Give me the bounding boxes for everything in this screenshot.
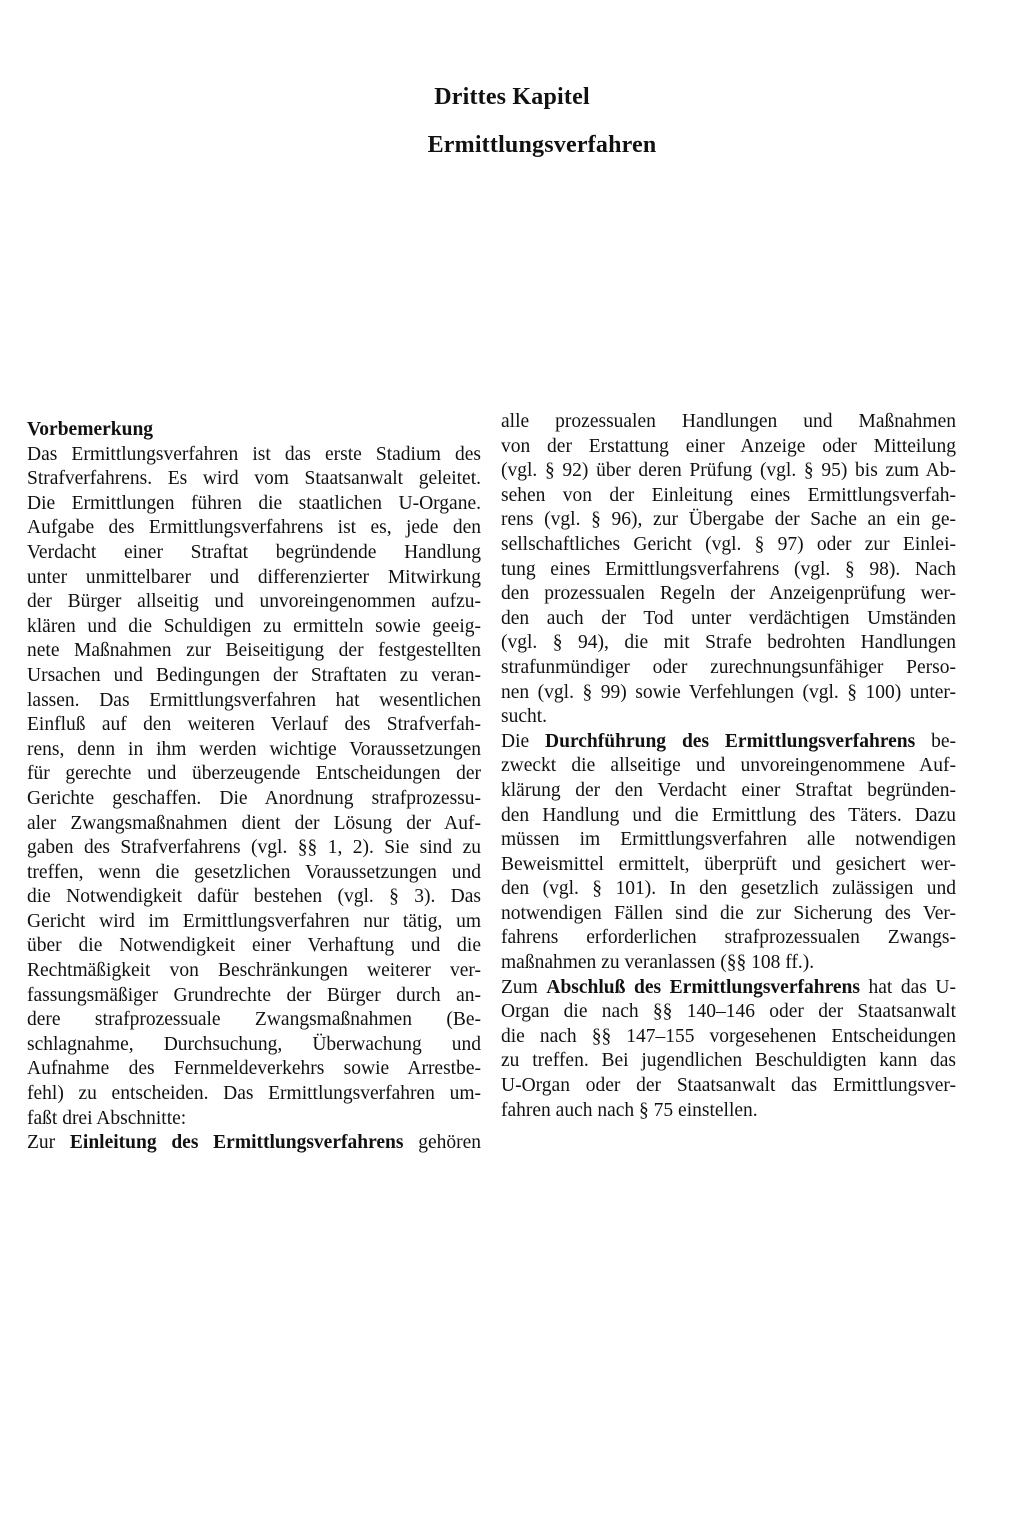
text-line: sucht. — [501, 706, 548, 728]
text-line: treffen, wenn die gesetzlichen Voraussetzungen und — [27, 861, 481, 883]
bold-term: Abschluß des Ermittlungsverfahrens — [546, 976, 860, 998]
text-line: lassen. Das Ermittlungsverfahren hat wesentlichen — [27, 689, 481, 711]
right-column — [501, 410, 956, 1123]
text-line: von der Erstattung einer Anzeige oder Mitteilung — [501, 435, 956, 457]
right-column-paragraph-1 — [501, 410, 956, 730]
text-line: (vgl. § 92) über deren Prüfung (vgl. § 95) bis zum Ab- — [501, 460, 956, 482]
text-line: strafunmündiger oder zurechnungsunfähiger Perso- — [501, 656, 956, 678]
text-line: unter unmittelbarer und differenzierter Mitwirkung — [27, 566, 481, 588]
text-line: Organ die nach §§ 140–146 oder der Staatsanwalt — [501, 1001, 956, 1023]
text-line: zu treffen. Bei jugendlichen Beschuldigten kann das — [501, 1050, 956, 1072]
text-line: klärung der den Verdacht einer Straftat begründen- — [501, 779, 956, 801]
text-line: sellschaftliches Gericht (vgl. § 97) oder zur Einlei- — [501, 533, 956, 555]
text-line: Strafverfahrens. Es wird vom Staatsanwalt geleitet. — [27, 468, 481, 490]
bold-term: Durchführung des Ermittlungsverfahrens — [545, 730, 916, 752]
text-line: dere strafprozessuale Zwangsmaßnahmen (Be- — [27, 1009, 481, 1031]
text-line: (vgl. § 94), die mit Strafe bedrohten Handlungen — [501, 632, 956, 654]
left-column — [27, 418, 481, 1156]
text-line: der Bürger allseitig und unvoreingenommen aufzu- — [27, 591, 481, 613]
text-line: Gerichte geschaffen. Die Anordnung strafprozessu- — [27, 787, 481, 809]
text-line: sehen von der Einleitung eines Ermittlungsverfah- — [501, 484, 956, 506]
text-line: gaben des Strafverfahrens (vgl. §§ 1, 2). Sie sind zu — [27, 837, 481, 859]
text-line: müssen im Ermittlungsverfahren alle notwendigen — [501, 829, 956, 851]
text-line: Die Ermittlungen führen die staatlichen U-Organe. — [27, 492, 481, 514]
text-line: Beweismittel ermittelt, überprüft und gesichert wer- — [501, 853, 956, 875]
left-column-body — [27, 443, 481, 1132]
bold-term: Einleitung des Ermittlungsverfahrens — [69, 1132, 404, 1154]
text-line: fassungsmäßiger Grundrechte der Bürger durch an- — [27, 984, 481, 1006]
text-line: Das Ermittlungsverfahren ist das erste Stadium des — [27, 443, 481, 465]
text-line: die Notwendigkeit dafür bestehen (vgl. § 3). Das — [27, 886, 481, 908]
text-line: zweckt die allseitige und unvoreingenommene Auf- — [501, 755, 956, 777]
right-column-paragraph-2 — [501, 754, 956, 975]
text-line: Rechtmäßigkeit von Beschränkungen weiterer ver- — [27, 960, 481, 982]
text-line: faßt drei Abschnitte: — [27, 1107, 187, 1129]
text-line: Einfluß auf den weiteren Verlauf des Strafverfah- — [27, 714, 481, 736]
text-line: Zur Einleitung des Ermittlungsverfahrens gehören — [27, 1132, 482, 1154]
text-line: Zum Abschluß des Ermittlungsverfahrens hat das U- — [501, 976, 956, 998]
chapter-title: Drittes Kapitel — [434, 84, 590, 110]
text-line: alle prozessualen Handlungen und Maßnahmen — [501, 411, 956, 432]
text-line: Die Durchführung des Ermittlungsverfahrens be- — [501, 730, 957, 752]
text-line: fahren auch nach § 75 einstellen. — [501, 1099, 758, 1121]
text-line: den Handlung und die Ermittlung des Täters. Dazu — [501, 804, 956, 826]
text-line: schlagnahme, Durchsuchung, Überwachung und — [27, 1033, 481, 1055]
text-line: Verdacht einer Straftat begründende Handlung — [27, 541, 481, 563]
text-line: nen (vgl. § 99) sowie Verfehlungen (vgl. § 100) unter- — [501, 681, 956, 703]
text-line: klären und die Schuldigen zu ermitteln sowie geeig- — [27, 615, 481, 637]
section-heading: Vorbemerkung — [27, 419, 154, 440]
text-line: fehl) zu entscheiden. Das Ermittlungsverfahren um- — [27, 1083, 481, 1105]
text-line: tung eines Ermittlungsverfahrens (vgl. § 98). Nach — [501, 558, 956, 580]
text-line: fahrens erforderlichen strafprozessualen Zwangs- — [501, 927, 956, 949]
right-column-paragraph-3 — [501, 1000, 956, 1123]
text-line: den auch der Tod unter verdächtigen Umständen — [501, 607, 956, 629]
chapter-subtitle: Ermittlungsverfahren — [427, 132, 657, 158]
text-line: die nach §§ 147–155 vorgesehenen Entscheidungen — [501, 1025, 956, 1047]
text-line: den (vgl. § 101). In den gesetzlich zulässigen und — [501, 878, 956, 900]
text-line: Aufgabe des Ermittlungsverfahrens ist es, jede den — [27, 517, 481, 539]
text-line: den prozessualen Regeln der Anzeigenprüfung wer- — [501, 583, 956, 605]
text-line: Gericht wird im Ermittlungsverfahren nur tätig, um — [27, 910, 481, 932]
text-line: Aufnahme des Fernmeldeverkehrs sowie Arrestbe- — [27, 1058, 481, 1080]
text-line: rens, denn in ihm werden wichtige Voraussetzungen — [27, 738, 481, 760]
text-line: rens (vgl. § 96), zur Übergabe der Sache an ein ge- — [501, 509, 956, 531]
text-line: U-Organ oder der Staatsanwalt das Ermittlungsver- — [501, 1075, 956, 1097]
text-line: über die Notwendigkeit einer Verhaftung und die — [27, 935, 481, 957]
text-line: aler Zwangsmaßnahmen dient der Lösung der Auf- — [27, 812, 481, 834]
text-line: Ursachen und Bedingungen der Straftaten zu veran- — [27, 664, 481, 686]
text-line: maßnahmen zu veranlassen (§§ 108 ff.). — [501, 952, 815, 974]
text-line: für gerechte und überzeugende Entscheidungen der — [27, 763, 481, 785]
text-line: nete Maßnahmen zur Beiseitigung der festgestellten — [27, 640, 481, 662]
text-line: notwendigen Fällen sind die zur Sicherung des Ver- — [501, 902, 956, 924]
